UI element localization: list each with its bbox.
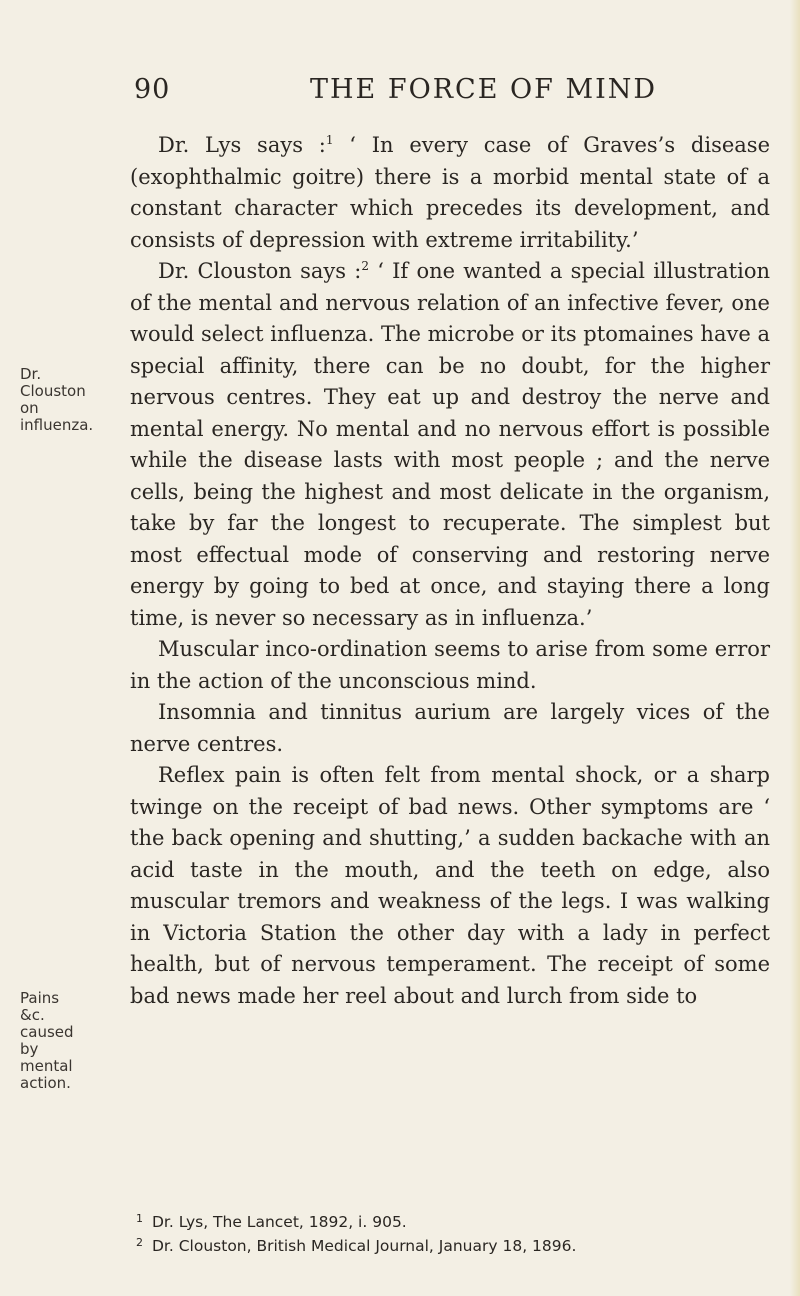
margin-note-pains: Pains &c. caused by mental action. — [20, 989, 74, 1092]
footnote-mark: 1 — [136, 1212, 143, 1225]
page-number: 90 — [134, 74, 171, 105]
footnotes — [130, 1210, 770, 1258]
paragraph-insomnia: Insomnia and tinnitus aurium are largely vices of the nerve centres. — [130, 700, 770, 756]
footnote-ref-2[interactable]: 2 — [361, 259, 369, 273]
footnote-text: Dr. Lys, The Lancet, 1892, i. 905. — [152, 1213, 407, 1231]
margin-note-clouston: Dr. Clouston on influenza. — [20, 365, 94, 434]
footnote-ref-1[interactable]: 1 — [325, 133, 334, 147]
footnote-1 — [130, 1210, 770, 1234]
page-header — [0, 74, 800, 114]
running-title: THE FORCE OF MIND — [310, 74, 658, 105]
paragraph-muscular: Muscular inco-ordination seems to arise from some error in the action of the unconscious mind. — [130, 637, 770, 693]
paragraph-clouston: Dr. Clouston says :$^2$ ‘ If one wanted a special illustration of the mental and nervous relation of an infective fever, one would select influenza. The microbe or its ptomaines have a special affinity, there can be no doubt, for the higher nervous centres. They eat up and destroy the nerve and mental energy. No mental and no nervous effort is possible while the disease lasts with most people ; and the nerve cells, being the highest and most delicate in the organism, take by far the longest to recuperate. The simplest but most effectual mode of conserving and restoring nerve energy by going to bed at once, and staying there a long time, is never so necessary as in influenza.’ — [130, 259, 770, 630]
footnote-text: Dr. Clouston, British Medical Journal, January 18, 1896. — [152, 1237, 577, 1255]
paragraph-lys: Dr. Lys says :$^1$ ‘ In every case of Graves’s disease (exophthalmic goitre) there is a morbid mental state of a constant character which precedes its development, and consists of depression with extreme irritability.’ — [130, 133, 770, 252]
body-text — [130, 130, 770, 1012]
paragraph-reflex-pain: Reflex pain is often felt from mental shock, or a sharp twinge on the receipt of bad news. Other symptoms are ‘ the back opening and shutting,’ a sudden backache with an acid taste in the mouth, and the teeth on edge, also muscular tremors and weakness of the legs. I was walking in Victoria Station the other day with a lady in perfect health, but of nervous temperament. The receipt of some bad news made her reel about and lurch from side to — [130, 763, 770, 1008]
page-edge-shadow — [790, 0, 800, 1296]
footnote-2 — [130, 1234, 770, 1258]
footnote-mark: 2 — [136, 1236, 143, 1249]
